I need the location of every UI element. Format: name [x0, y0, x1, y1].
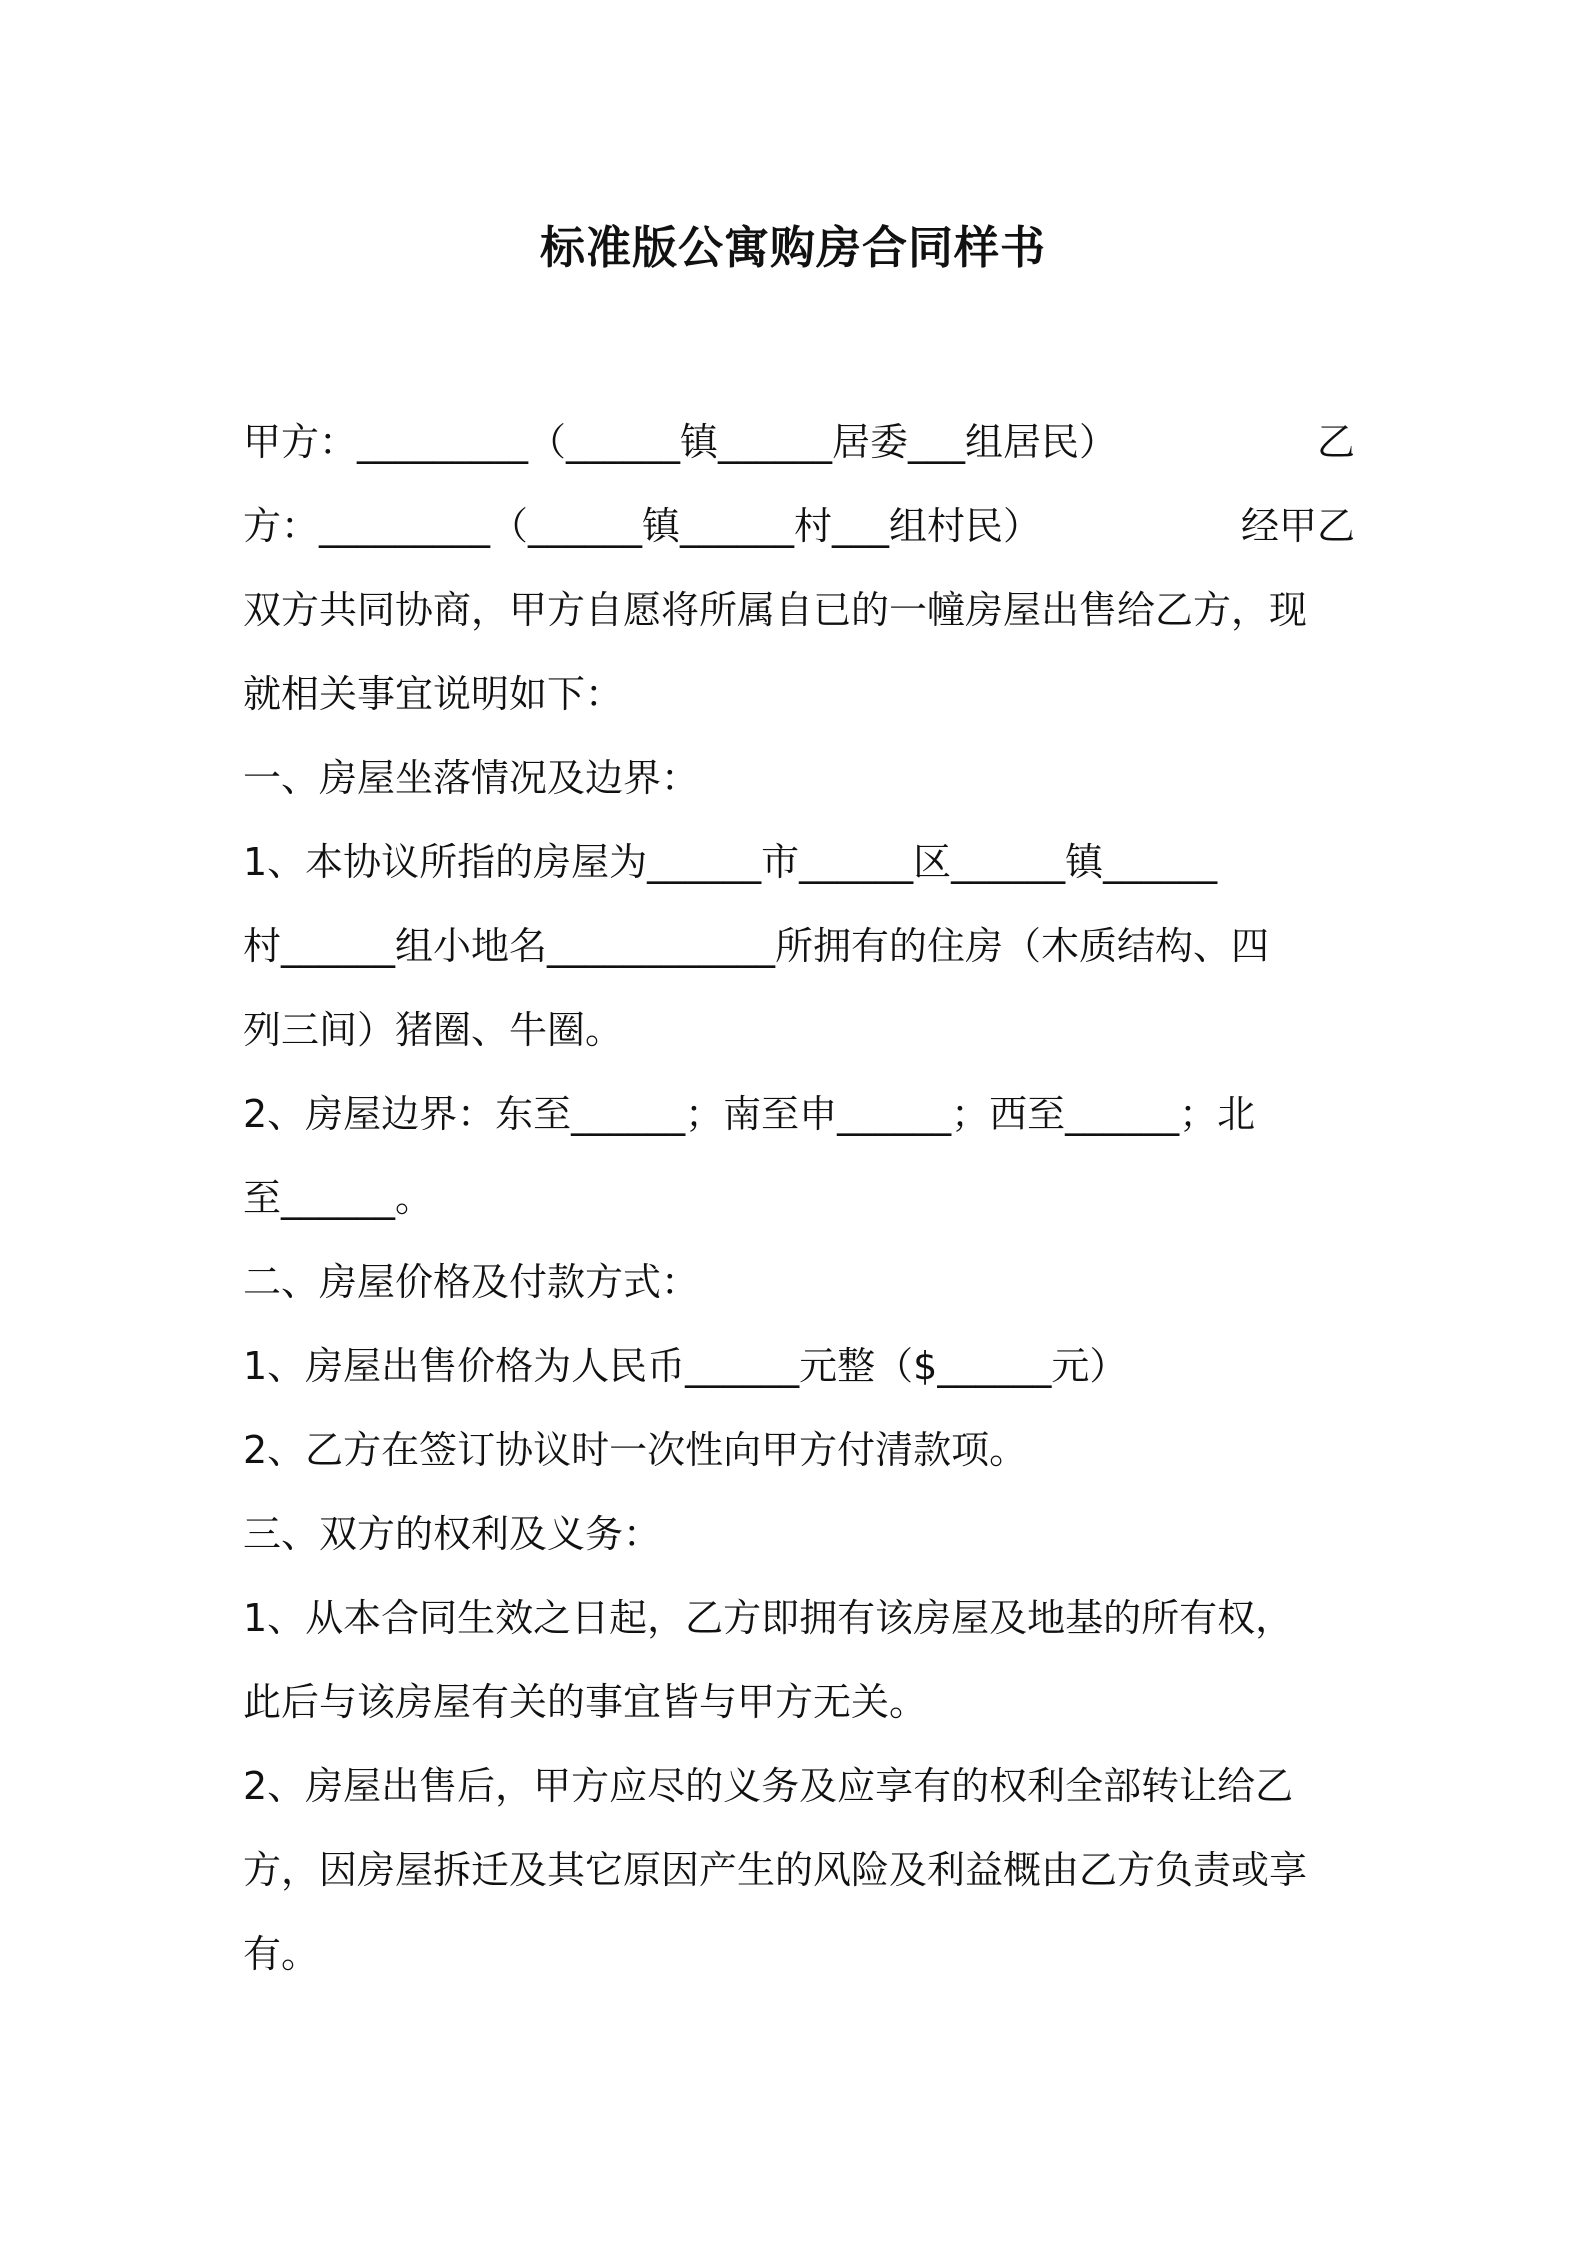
clause-text: 村______组小地名____________所拥有的住房（木质结构、四 [243, 924, 1270, 968]
clause-text: 有。 [243, 1932, 320, 1976]
section-heading-price: 二、房屋价格及付款方式： [243, 1260, 700, 1304]
section-heading-rights: 三、双方的权利及义务： [243, 1512, 662, 1556]
document-title: 标准版公寓购房合同样书 [539, 221, 1046, 274]
party-b-label-start: 乙 [1316, 420, 1355, 464]
party-a-line [243, 400, 1355, 484]
intro-paragraph-line: 双方共同协商，甲方自愿将所属自已的一幢房屋出售给乙方，现 [243, 588, 1308, 632]
clause-text: 此后与该房屋有关的事宜皆与甲方无关。 [243, 1680, 928, 1724]
clause-text: 1、从本合同生效之日起，乙方即拥有该房屋及地基的所有权， [243, 1596, 1294, 1640]
clause-text: 列三间）猪圈、牛圈。 [243, 1008, 624, 1052]
clause-text: 2、乙方在签订协议时一次性向甲方付清款项。 [243, 1428, 1028, 1472]
clause-text: 2、房屋边界：东至______；南至申______；西至______；北 [243, 1092, 1256, 1136]
clause-text: 1、本协议所指的房屋为______市______区______镇______ [243, 840, 1218, 884]
party-b-text: 方：_________（______镇______村___组村民） [243, 504, 1042, 548]
clause-text: 2、房屋出售后，甲方应尽的义务及应享有的权利全部转让给乙 [243, 1764, 1294, 1808]
party-a-text: 甲方：_________（______镇______居委___组居民） [243, 420, 1118, 464]
clause-text: 方，因房屋拆迁及其它原因产生的风险及利益概由乙方负责或享 [243, 1848, 1308, 1892]
contract-body [243, 400, 1355, 1996]
intro-paragraph-line: 就相关事宜说明如下： [243, 672, 624, 716]
party-b-line [243, 484, 1355, 568]
clause-text: 至______。 [243, 1176, 434, 1220]
clause-text: 1、房屋出售价格为人民币______元整（$______元） [243, 1344, 1128, 1388]
section-heading-location: 一、房屋坐落情况及边界： [243, 756, 700, 800]
agreement-start-text: 经甲乙 [1240, 504, 1355, 548]
